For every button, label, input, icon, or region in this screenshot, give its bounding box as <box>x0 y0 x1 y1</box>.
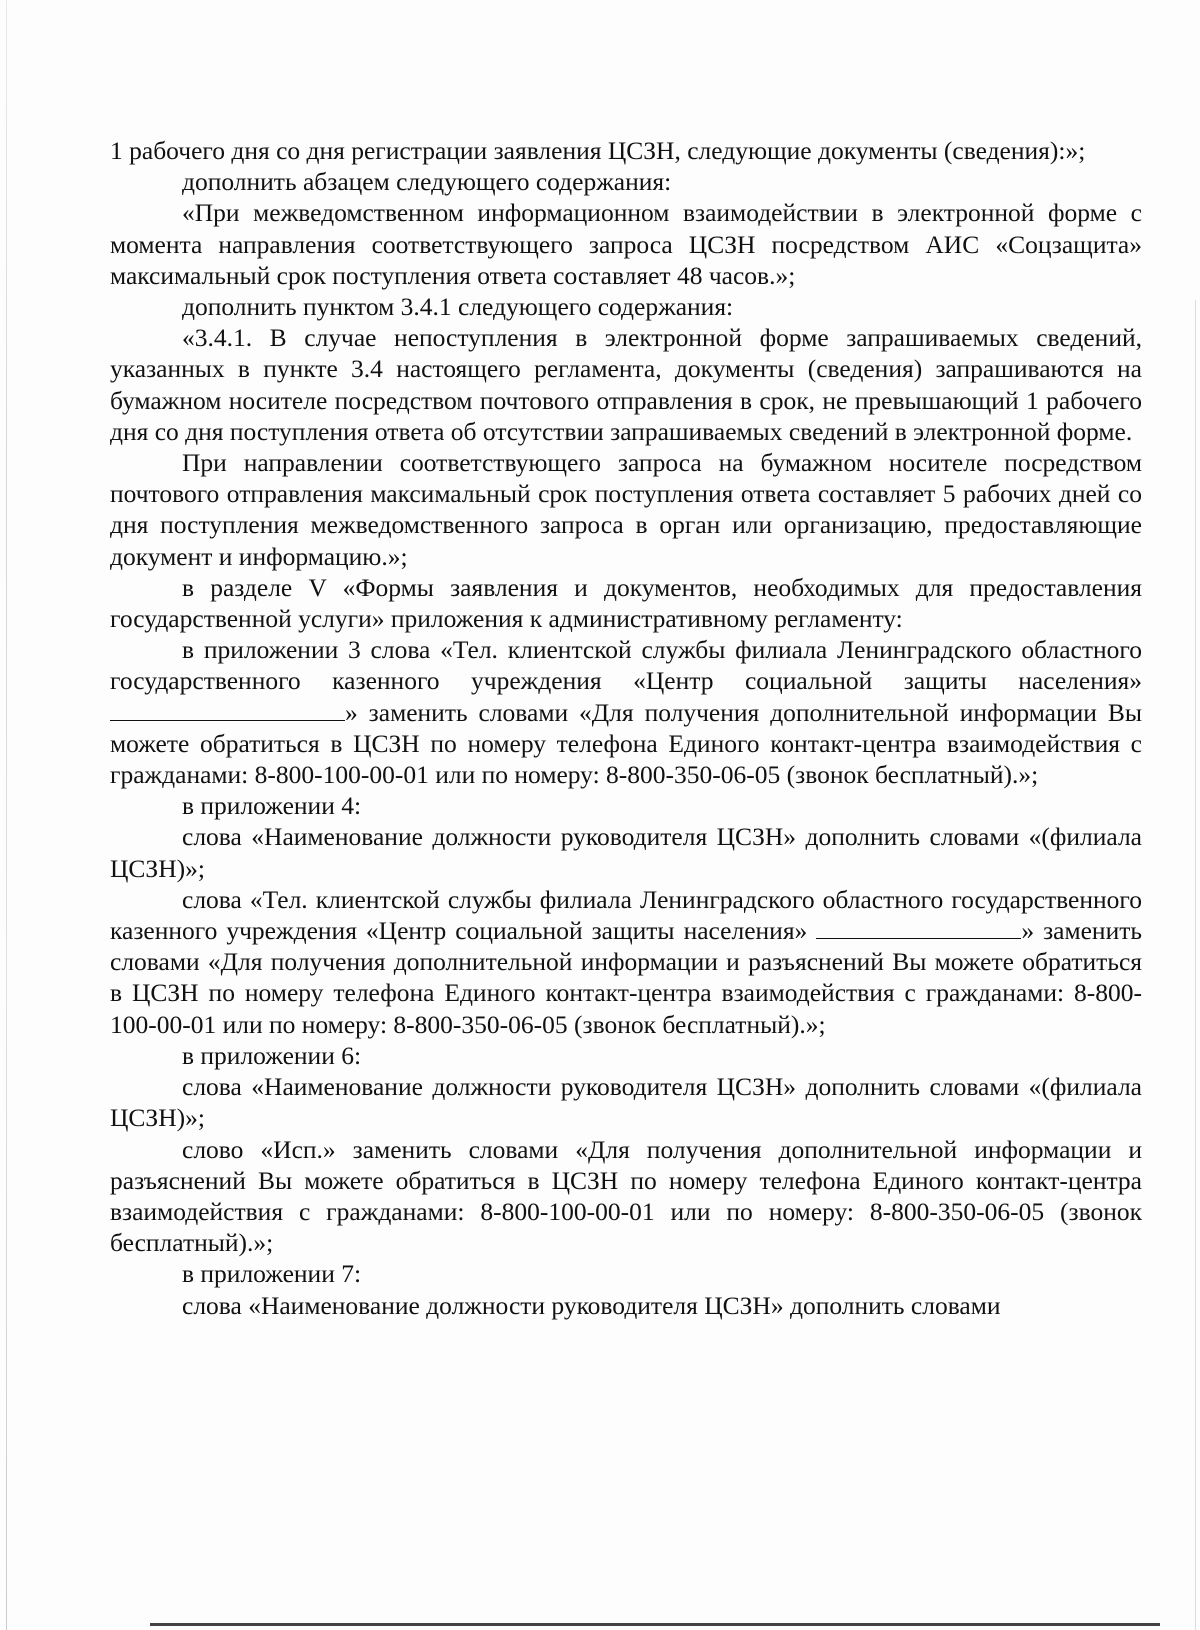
scan-edge-left <box>6 0 7 1630</box>
paragraph-15: в приложении 7: <box>182 1259 362 1289</box>
paragraph-8 <box>110 634 1142 790</box>
scan-edge-bottom <box>150 1623 1160 1626</box>
paragraph-1: 1 рабочего дня со дня регистрации заявления ЦСЗН, следующие документы (сведения):»; <box>110 136 1086 165</box>
document-body <box>110 135 1142 1321</box>
paragraph-11-before: слова «Тел. клиентской службы филиала Ленинградского областного государственного казенного учреждения «Центр социальной защиты населения» <box>110 884 1142 946</box>
paragraph-13: слова «Наименование должности руководителя ЦСЗН» дополнить словами «(филиала ЦСЗН)»; <box>110 1072 1142 1133</box>
blank-line <box>816 916 1021 939</box>
paragraph-10: слова «Наименование должности руководителя ЦСЗН» дополнить словами «(филиала ЦСЗН)»; <box>110 822 1142 883</box>
paragraph-3: «При межведомственном информационном взаимодействии в электронной форме с момента направления соответствующего запроса ЦСЗН посредством АИС «Соцзащита» максимальный срок поступления ответа составляет 48 часов.»; <box>110 198 1142 290</box>
paragraph-2: дополнить абзацем следующего содержания: <box>182 167 672 197</box>
paragraph-8-after: » заменить словами «Для получения дополнительной информации Вы можете обратиться в ЦСЗН по номеру телефона Единого контакт-центра взаимодействия с гражданами: 8-800-100-00-01 или по номеру: 8-800-350-06-05 (звонок бесплатный).»; <box>110 697 1142 790</box>
paragraph-14: слово «Исп.» заменить словами «Для получения дополнительной информации и разъяснений Вы можете обратиться в ЦСЗН по номеру телефона Единого контакт-центра взаимодействия с гражданами: 8-800-100-00-01 или по номеру: 8-800-350-06-05 (звонок бесплатный).»; <box>110 1134 1142 1258</box>
paragraph-16: слова «Наименование должности руководителя ЦСЗН» дополнить словами <box>182 1290 1001 1320</box>
paragraph-11-after: » заменить словами «Для получения дополнительной информации и разъяснений Вы можете обратиться в ЦСЗН по номеру телефона Единого контакт-центра взаимодействия с гражданами: 8-800-100-00-01 или по номеру: 8-800-350-06-05 (звонок бесплатный).»; <box>110 916 1142 1039</box>
scan-edge-right <box>1195 300 1196 1630</box>
paragraph-7: в разделе V «Формы заявления и документов, необходимых для предоставления государственной услуги» приложения к административному регламенту: <box>110 572 1142 634</box>
paragraph-9: в приложении 4: <box>182 791 362 821</box>
paragraph-5: «3.4.1. В случае непоступления в электронной форме запрашиваемых сведений, указанных в пункте 3.4 настоящего регламента, документы (сведения) запрашиваются на бумажном носителе посредством почтового отправления в срок, не превышающий 1 рабочего дня со дня поступления ответа об отсутствии запрашиваемых сведений в электронной форме. <box>110 323 1142 446</box>
paragraph-11 <box>110 884 1142 1040</box>
paragraph-12: в приложении 6: <box>182 1040 362 1070</box>
paragraph-4: дополнить пунктом 3.4.1 следующего содержания: <box>182 292 734 322</box>
paragraph-6: При направлении соответствующего запроса на бумажном носителе посредством почтового отправления максимальный срок поступления ответа составляет 5 рабочих дней со дня поступления межведомственного запроса в орган или организацию, предоставляющие документ и информацию.»; <box>110 448 1142 571</box>
paragraph-8-before: в приложении 3 слова «Тел. клиентской службы филиала Ленинградского областного государственного казенного учреждения «Центр социальной защиты населения» <box>110 635 1142 696</box>
blank-line <box>110 698 345 721</box>
